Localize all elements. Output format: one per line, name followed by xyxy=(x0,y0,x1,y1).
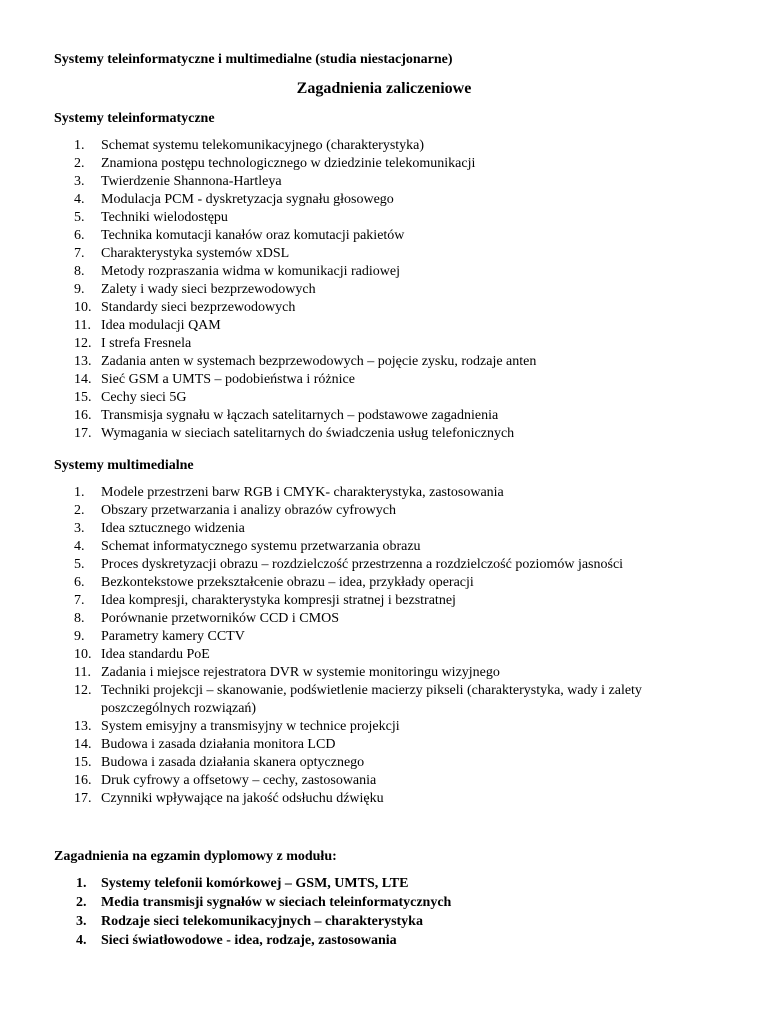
list-item-number: 2. xyxy=(74,156,85,171)
list-item xyxy=(54,592,734,610)
list-item-number: 17. xyxy=(74,426,92,441)
list-item xyxy=(54,664,734,682)
list-item xyxy=(54,263,734,281)
list-item-text: Zalety i wady sieci bezprzewodowych xyxy=(101,282,316,297)
list-item-text: Druk cyfrowy a offsetowy – cechy, zastosowania xyxy=(101,773,377,788)
list-item-text: Modulacja PCM - dyskretyzacja sygnału głosowego xyxy=(101,192,394,207)
list-item xyxy=(54,389,734,407)
list-item-text: Znamiona postępu technologicznego w dziedzinie telekomunikacji xyxy=(101,156,476,171)
list-item-number: 8. xyxy=(74,611,85,626)
list-item xyxy=(54,556,734,574)
list-item-text: Idea standardu PoE xyxy=(101,647,210,662)
list-item-number: 11. xyxy=(74,318,91,333)
list-item-number: 15. xyxy=(74,755,92,770)
list-item xyxy=(54,173,734,191)
list-item xyxy=(54,520,734,538)
list-item-number: 13. xyxy=(74,719,92,734)
list-item-number: 11. xyxy=(74,665,91,680)
list-item-number: 16. xyxy=(74,408,92,423)
list-item xyxy=(54,772,734,790)
list-item-number: 1. xyxy=(74,138,85,153)
list-item-text: Cechy sieci 5G xyxy=(101,390,187,405)
list-item-number: 6. xyxy=(74,575,85,590)
list-item-number: 12. xyxy=(74,336,92,351)
list-item-number: 15. xyxy=(74,390,92,405)
list-item xyxy=(54,425,734,443)
list-item-number: 5. xyxy=(74,557,85,572)
list-item-text: Systemy telefonii komórkowej – GSM, UMTS, LTE xyxy=(101,876,409,891)
list-teleinformatyczne xyxy=(54,137,734,443)
list-item-number: 14. xyxy=(74,372,92,387)
list-item-number: 14. xyxy=(74,737,92,752)
list-item xyxy=(54,317,734,335)
section-heading-multimedialne: Systemy multimedialne xyxy=(54,458,194,473)
list-item xyxy=(54,718,734,736)
list-item xyxy=(54,137,734,155)
list-item-text: Sieć GSM a UMTS – podobieństwa i różnice xyxy=(101,372,355,387)
list-item xyxy=(54,682,734,718)
list-item-text: Zadania anten w systemach bezprzewodowych – pojęcie zysku, rodzaje anten xyxy=(101,354,537,369)
list-item-number: 1. xyxy=(74,485,85,500)
list-item-text: Zadania i miejsce rejestratora DVR w systemie monitoringu wizyjnego xyxy=(101,665,500,680)
list-item-number: 8. xyxy=(74,264,85,279)
list-item xyxy=(54,227,734,245)
list-item-text: Twierdzenie Shannona-Hartleya xyxy=(101,174,282,189)
list-item xyxy=(54,875,734,894)
list-item-number: 1. xyxy=(76,876,87,891)
list-item-text: Bezkontekstowe przekształcenie obrazu – idea, przykłady operacji xyxy=(101,575,474,590)
list-item xyxy=(54,913,734,932)
list-item xyxy=(54,628,734,646)
list-item xyxy=(54,155,734,173)
list-item-number: 4. xyxy=(74,192,85,207)
list-item-text: Transmisja sygnału w łączach satelitarnych – podstawowe zagadnienia xyxy=(101,408,499,423)
list-item xyxy=(54,209,734,227)
list-item xyxy=(54,610,734,628)
list-item-number: 3. xyxy=(74,174,85,189)
list-item xyxy=(54,538,734,556)
list-item-number: 4. xyxy=(74,539,85,554)
list-item-number: 2. xyxy=(76,895,87,910)
list-item-number: 10. xyxy=(74,300,92,315)
section-heading-teleinformatyczne: Systemy teleinformatyczne xyxy=(54,111,215,126)
list-item-text: I strefa Fresnela xyxy=(101,336,192,351)
list-item xyxy=(54,281,734,299)
list-item-text: Charakterystyka systemów xDSL xyxy=(101,246,290,261)
list-item-number: 9. xyxy=(74,282,85,297)
list-multimedialne xyxy=(54,484,734,808)
list-item-text: Techniki wielodostępu xyxy=(101,210,228,225)
list-item-number: 10. xyxy=(74,647,92,662)
list-item-text: Idea modulacji QAM xyxy=(101,318,221,333)
list-item xyxy=(54,245,734,263)
course-title: Systemy teleinformatyczne i multimedialne (studia niestacjonarne) xyxy=(54,52,453,67)
list-item-text: Modele przestrzeni barw RGB i CMYK- charakterystyka, zastosowania xyxy=(101,485,504,500)
list-item xyxy=(54,299,734,317)
list-item-number: 5. xyxy=(74,210,85,225)
list-item-number: 7. xyxy=(74,593,85,608)
list-item-number: 9. xyxy=(74,629,85,644)
list-item xyxy=(54,191,734,209)
list-item xyxy=(54,502,734,520)
list-item-text: Porównanie przetworników CCD i CMOS xyxy=(101,611,339,626)
list-item-number: 6. xyxy=(74,228,85,243)
list-item-text: Obszary przetwarzania i analizy obrazów cyfrowych xyxy=(101,503,397,518)
list-item-text: Idea sztucznego widzenia xyxy=(101,521,245,536)
list-item-text: System emisyjny a transmisyjny w technice projekcji xyxy=(101,719,400,734)
list-item-text: Budowa i zasada działania monitora LCD xyxy=(101,737,336,752)
list-item xyxy=(54,407,734,425)
list-item-text: Sieci światłowodowe - idea, rodzaje, zastosowania xyxy=(101,933,397,948)
list-item-text: Technika komutacji kanałów oraz komutacji pakietów xyxy=(101,228,405,243)
list-item-text: Proces dyskretyzacji obrazu – rozdzielczość przestrzenna a rozdzielczość poziomów jasności xyxy=(101,557,624,572)
list-item-text: Standardy sieci bezprzewodowych xyxy=(101,300,296,315)
list-item-text: Idea kompresji, charakterystyka kompresji stratnej i bezstratnej xyxy=(101,593,456,608)
list-item xyxy=(54,646,734,664)
list-item-number: 4. xyxy=(76,933,87,948)
list-item xyxy=(54,754,734,772)
section-heading-exam: Zagadnienia na egzamin dyplomowy z modułu: xyxy=(54,849,337,864)
list-exam xyxy=(54,875,734,951)
list-item-number: 3. xyxy=(74,521,85,536)
list-item-text: Budowa i zasada działania skanera optycznego xyxy=(101,755,365,770)
list-item-text: Media transmisji sygnałów w sieciach teleinformatycznych xyxy=(101,895,452,910)
list-item-text: Schemat informatycznego systemu przetwarzania obrazu xyxy=(101,539,421,554)
list-item xyxy=(54,335,734,353)
list-item xyxy=(54,353,734,371)
list-item-text: Rodzaje sieci telekomunikacyjnych – charakterystyka xyxy=(101,914,423,929)
list-item xyxy=(54,574,734,592)
list-item xyxy=(54,790,734,808)
list-item-text: Schemat systemu telekomunikacyjnego (charakterystyka) xyxy=(101,138,425,153)
list-item-number: 16. xyxy=(74,773,92,788)
list-item-text: Czynniki wpływające na jakość odsłuchu dźwięku xyxy=(101,791,384,806)
list-item xyxy=(54,371,734,389)
list-item-number: 13. xyxy=(74,354,92,369)
list-item xyxy=(54,932,734,951)
list-item-number: 7. xyxy=(74,246,85,261)
list-item-text: Parametry kamery CCTV xyxy=(101,629,245,644)
list-item-number: 12. xyxy=(74,683,92,698)
list-item-number: 17. xyxy=(74,791,92,806)
list-item-number: 2. xyxy=(74,503,85,518)
list-item xyxy=(54,894,734,913)
page-title: Zagadnienia zaliczeniowe xyxy=(296,80,472,97)
list-item xyxy=(54,484,734,502)
list-item-text: Techniki projekcji – skanowanie, podświetlenie macierzy pikseli (charakterystyka, wady i zalety poszczególnych rozwiązań) xyxy=(101,683,642,716)
list-item-text: Wymagania w sieciach satelitarnych do świadczenia usług telefonicznych xyxy=(101,426,515,441)
list-item xyxy=(54,736,734,754)
list-item-number: 3. xyxy=(76,914,87,929)
list-item-text: Metody rozpraszania widma w komunikacji radiowej xyxy=(101,264,400,279)
